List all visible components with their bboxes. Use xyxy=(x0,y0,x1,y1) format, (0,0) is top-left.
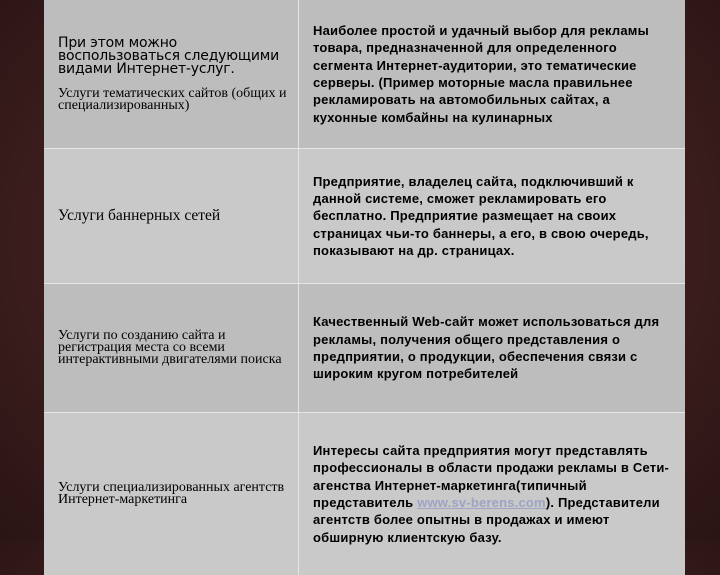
table-row xyxy=(44,149,685,284)
table-cell-right xyxy=(299,284,686,413)
services-table xyxy=(44,0,685,575)
slide-panel xyxy=(44,0,650,540)
table-cell-right xyxy=(299,149,686,284)
table-cell-right xyxy=(299,0,686,149)
service-description: Качественный Web-сайт может использоваться для рекламы, получения общего представления о предприятии, о продукции, обеспечения связи с широким кругом потребителей xyxy=(313,313,675,382)
table-cell-left xyxy=(44,149,299,284)
service-description: Наиболее простой и удачный выбор для рекламы товара, предназначенной для определенного сегмента Интернет-аудитории, это тематические серверы. (Пример моторные масла правильнее рекламировать на автомобильных сайтах, а кухонные комбайны на кулинарных xyxy=(313,22,675,126)
service-name: Услуги по созданию сайта и регистрация места со всеми интерактивными двигателями поиска xyxy=(58,330,288,366)
table-row xyxy=(44,284,685,413)
agency-link[interactable]: www.sv-berens.com xyxy=(417,495,546,510)
table-row xyxy=(44,0,685,149)
service-name: Услуги тематических сайтов (общих и специализированных) xyxy=(58,88,288,112)
table-cell-left xyxy=(44,284,299,413)
table-cell-left xyxy=(44,0,299,149)
description-text-after-link: ). Представители агентств более опытны в продажах и имеют обширную клиентскую базу. xyxy=(313,495,660,545)
service-name: Услуги баннерных сетей xyxy=(58,207,288,225)
service-name: Услуги специализированных агентств Интернет-маркетинга xyxy=(58,482,288,506)
table-cell-right xyxy=(299,413,686,575)
service-description xyxy=(313,442,675,546)
description-text-before-link: Интересы сайта предприятия могут представлять профессионалы в области продажи рекламы в Сети-агенства Интернет-маркетинга(типичный представитель xyxy=(313,443,669,510)
service-description: Предприятие, владелец сайта, подключивший к данной системе, сможет рекламировать его бесплатно. Предприятие размещает на своих страницах чьи-то баннеры, а его, в свою очередь, показывают на др. страницах. xyxy=(313,173,675,259)
table-row xyxy=(44,413,685,575)
intro-text: При этом можно воспользоваться следующими видами Интернет-услуг. xyxy=(58,37,288,76)
table-cell-left xyxy=(44,413,299,575)
